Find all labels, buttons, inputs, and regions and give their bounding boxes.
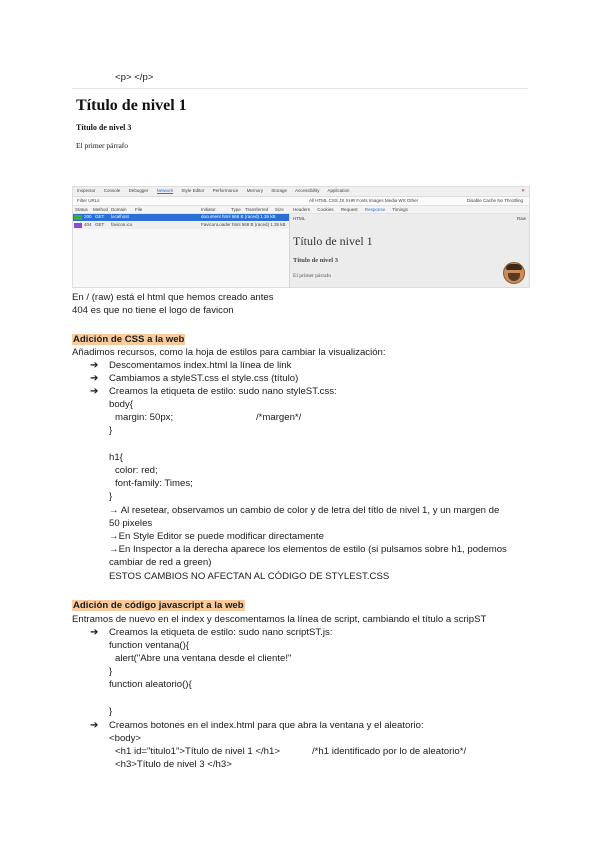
section-heading-js bbox=[72, 599, 245, 612]
table-row[interactable] bbox=[73, 214, 289, 221]
section-heading-css-text: Adición de CSS a la web bbox=[73, 334, 185, 345]
note-line: 50 pixeles bbox=[109, 518, 153, 529]
tab-style-editor[interactable]: Style Editor bbox=[181, 188, 205, 193]
preview-paragraph: El primer párrafo bbox=[293, 273, 332, 279]
preview-h3: Título de nivel 3 bbox=[293, 257, 338, 264]
tab-inspector[interactable]: Inspector bbox=[77, 188, 96, 193]
tab-memory[interactable]: Memory bbox=[246, 188, 263, 193]
code-line: alert("Abre una ventana desde el cliente!" bbox=[115, 653, 292, 664]
rendered-h1: Título de nivel 1 bbox=[76, 97, 187, 114]
row-file: favicon.ico bbox=[111, 222, 133, 227]
tab-console[interactable]: Console bbox=[103, 188, 121, 193]
preview-tab-headers[interactable]: Headers bbox=[293, 207, 311, 212]
code-comment: /*margen*/ bbox=[256, 412, 302, 423]
code-line: } bbox=[109, 491, 113, 502]
code-line: <h1 id="titulo1">Título de nivel 1 </h1> bbox=[115, 746, 280, 757]
section-heading-js-text: Adición de código javascript a la web bbox=[73, 600, 244, 611]
code-comment: /*h1 identificado por lo de aleatorio*/ bbox=[312, 746, 467, 757]
arrow-bullet-icon: ➔ bbox=[90, 360, 99, 371]
tab-storage[interactable]: Storage bbox=[271, 188, 287, 193]
code-line: <body> bbox=[109, 733, 142, 744]
col-file[interactable]: File bbox=[135, 207, 143, 212]
note-line: En / (raw) está el html que hemos creado antes bbox=[72, 292, 274, 303]
list-item: Cambiamos a styleST.css el style.css (título) bbox=[109, 373, 299, 384]
col-initiator[interactable]: Initiator bbox=[201, 207, 216, 212]
row-method: GET bbox=[95, 214, 105, 219]
preview-tab-request[interactable]: Request bbox=[340, 207, 358, 212]
devtools-tabs bbox=[77, 187, 350, 195]
close-icon[interactable]: ✕ bbox=[521, 188, 525, 193]
note-line: Añadimos recursos, como la hoja de estilos para cambiar la visualización: bbox=[72, 347, 386, 358]
code-line: font-family: Times; bbox=[115, 478, 193, 489]
note-line: ESTOS CAMBIOS NO AFECTAN AL CÓDIGO DE STYLEST.CSS bbox=[109, 571, 390, 582]
note-line: 404 es que no tiene el logo de favicon bbox=[72, 305, 234, 316]
status-badge bbox=[74, 223, 82, 228]
row-file: localhost bbox=[111, 214, 129, 219]
list-item: Descomentamos index.html la línea de link bbox=[109, 360, 292, 371]
list-item: Creamos la etiqueta de estilo: sudo nano scriptST.js: bbox=[109, 627, 333, 638]
rendered-page-screenshot bbox=[72, 88, 528, 161]
devtools-filterbar bbox=[73, 197, 529, 206]
tab-application[interactable]: Application bbox=[327, 188, 350, 193]
response-preview-panel bbox=[289, 214, 530, 287]
col-size[interactable]: Size bbox=[275, 207, 284, 212]
code-line: } bbox=[109, 425, 113, 436]
code-line: body{ bbox=[109, 399, 134, 410]
row-details: document html 568 B (raced) 1.35 kB bbox=[201, 214, 276, 219]
row-status: 200 bbox=[84, 214, 92, 219]
note-line: cambiar de red a green) bbox=[109, 557, 212, 568]
html-snippet: <p> </p> bbox=[115, 72, 154, 83]
section-heading-css bbox=[72, 333, 185, 346]
avatar-beard bbox=[508, 273, 520, 281]
list-item: Creamos la etiqueta de estilo: sudo nano styleST.css: bbox=[109, 386, 337, 397]
avatar bbox=[503, 262, 525, 284]
arrow-bullet-icon: ➔ bbox=[90, 386, 99, 397]
note-line: → Al resetear, observamos un cambio de color y de letra del títlo de nivel 1, y un margen de bbox=[109, 505, 500, 516]
note-line: Entramos de nuevo en el index y descomentamos la línea de script, cambiando el título a scripST bbox=[72, 614, 487, 625]
tab-network[interactable]: Network bbox=[156, 188, 174, 193]
code-line: <h3>Título de nivel 3 </h3> bbox=[115, 759, 232, 770]
tab-accessibility[interactable]: Accessibility bbox=[295, 188, 320, 193]
code-line: color: red; bbox=[115, 465, 158, 476]
code-line: } bbox=[109, 666, 113, 677]
preview-tab-response[interactable]: Response bbox=[364, 207, 386, 212]
rendered-h3: Título de nivel 3 bbox=[76, 123, 132, 132]
code-line: function ventana(){ bbox=[109, 640, 190, 651]
arrow-bullet-icon: ➔ bbox=[90, 627, 99, 638]
note-line: →En Inspector a la derecha aparece los elementos de estilo (si pulsamos sobre h1, podemos bbox=[109, 544, 507, 555]
arrow-bullet-icon: ➔ bbox=[90, 720, 99, 731]
col-status[interactable]: Status bbox=[75, 207, 88, 212]
preview-html-label: HTML bbox=[293, 216, 306, 221]
devtools-tabbar bbox=[73, 187, 529, 197]
col-domain[interactable]: Domain bbox=[111, 207, 127, 212]
col-transferred[interactable]: Transferred bbox=[245, 207, 269, 212]
tab-debugger[interactable]: Debugger bbox=[128, 188, 149, 193]
preview-tabs bbox=[293, 206, 408, 214]
status-badge bbox=[74, 215, 82, 220]
code-line: function aleatorio(){ bbox=[109, 679, 192, 690]
raw-toggle[interactable]: Raw bbox=[516, 216, 526, 221]
preview-tab-timings[interactable]: Timings bbox=[392, 207, 408, 212]
devtools-screenshot bbox=[72, 186, 530, 288]
preview-h1: Título de nivel 1 bbox=[293, 234, 373, 248]
filter-input[interactable]: Filter URLs bbox=[77, 198, 100, 203]
arrow-bullet-icon: ➔ bbox=[90, 373, 99, 384]
row-status: 404 bbox=[84, 222, 92, 227]
table-row[interactable] bbox=[73, 222, 289, 229]
note-line: →En Style Editor se puede modificar directamente bbox=[109, 531, 324, 542]
preview-tab-cookies[interactable]: Cookies bbox=[317, 207, 334, 212]
col-type[interactable]: Type bbox=[231, 207, 241, 212]
rendered-paragraph: El primer párrafo bbox=[76, 141, 129, 150]
throttle-options[interactable]: Disable Cache No Throttling bbox=[466, 198, 523, 203]
network-columns bbox=[73, 206, 529, 214]
code-line: margin: 50px; bbox=[115, 412, 174, 423]
avatar-hair bbox=[506, 264, 522, 270]
list-item: Creamos botones en el index.html para que abra la ventana y el aleatorio: bbox=[109, 720, 424, 731]
row-method: GET bbox=[95, 222, 105, 227]
code-line: } bbox=[109, 706, 113, 717]
code-line: h1{ bbox=[109, 452, 123, 463]
filter-type-options[interactable]: All HTML CSS JS XHR Fonts Images Media WS Other bbox=[309, 198, 419, 203]
row-details: FaviconLoader html 568 B (raced) 1.35 kB bbox=[201, 222, 286, 227]
tab-performance[interactable]: Performance bbox=[212, 188, 239, 193]
col-method[interactable]: Method bbox=[93, 207, 109, 212]
